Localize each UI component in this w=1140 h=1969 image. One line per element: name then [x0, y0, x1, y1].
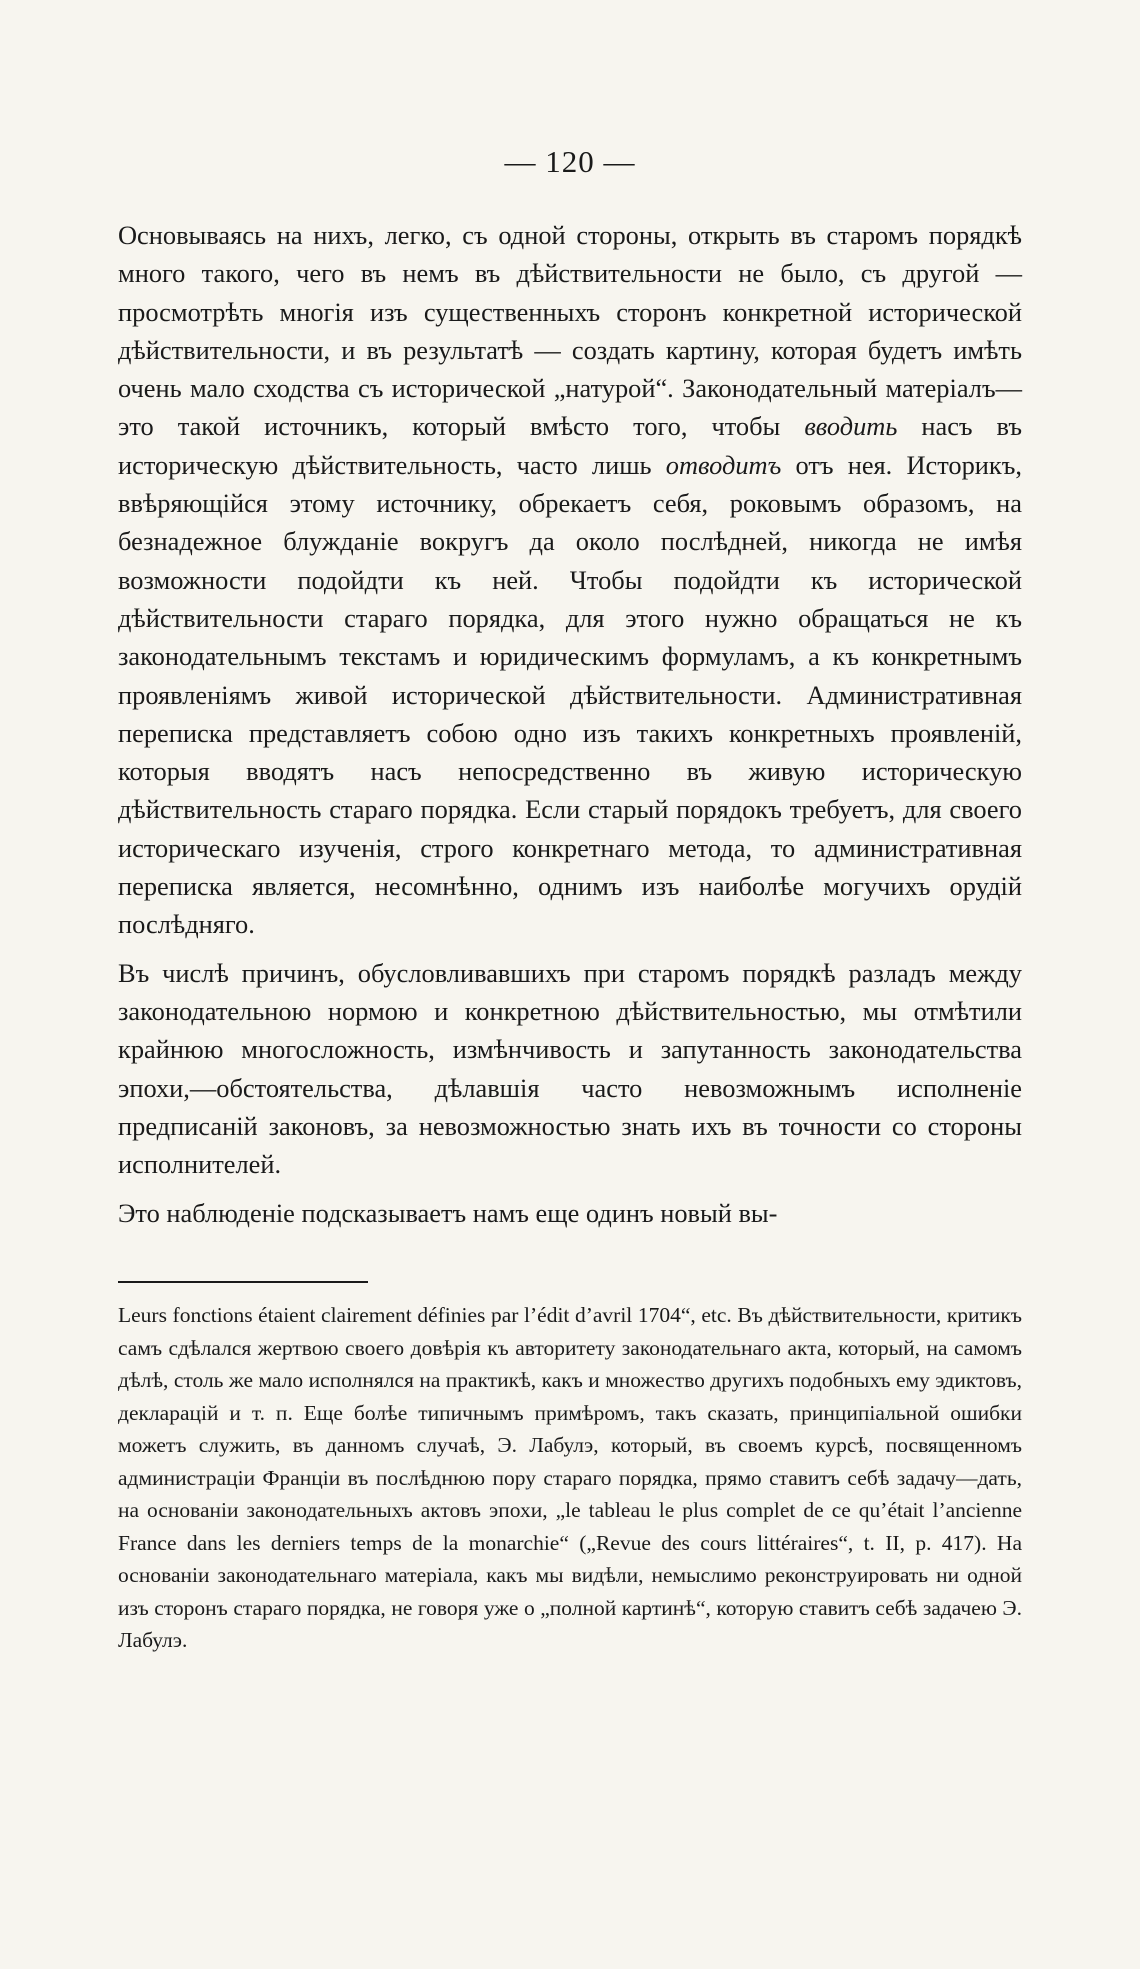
paragraph-3: Это наблюденіе подсказываетъ намъ еще одинъ новый вы-	[118, 1198, 778, 1229]
footnote	[118, 1299, 1022, 1657]
page-number: — 120 —	[504, 144, 636, 179]
paragraph-1	[118, 216, 1022, 944]
book-page	[118, 0, 1022, 1969]
paragraph-2: Въ числѣ причинъ, обусловливавшихъ при старомъ порядкѣ разладъ между законодательною нормою и конкретною дѣйствительностью, мы отмѣтили крайнюю многосложность, измѣнчивость и запутанность законодательства эпохи,—обстоятельства, дѣлавшія часто невозможнымъ исполненіе предписаній законовъ, за невозможностью знать ихъ въ точности со стороны исполнителей.	[118, 957, 1022, 1180]
footnote-text: Leurs fonctions étaient clairement définies par l’édit d’avril 1704“, etc. Въ дѣйствительности, критикъ самъ сдѣлался жертвою своего довѣрія къ авторитету законодательнаго акта, который, на самомъ дѣлѣ, столь же мало исполнялся на практикѣ, какъ и множество другихъ подобныхъ ему эдиктовъ, декларацій и т. п. Еще болѣе типичнымъ примѣромъ, такъ сказать, принципіальной ошибки можетъ служить, въ данномъ случаѣ, Э. Лабулэ, который, въ своемъ курсѣ, посвященномъ администраціи Франціи въ послѣднюю пору стараго порядка, прямо ставитъ себѣ задачу—дать, на основаніи законодательныхъ актовъ эпохи, „le tableau le plus complet de ce qu’était l’ancienne France dans les derniers temps de la monarchie“ („Revue des cours littéraires“, t. II, p. 417). На основаніи законодательнаго матеріала, какъ мы видѣли, немыслимо реконструировать ни одной изъ сторонъ стараго порядка, не говоря уже о „полной картинѣ“, которую ставитъ себѣ задачею Э. Лабулэ.	[118, 1303, 1022, 1652]
paragraph-1-part-1: Основываясь на нихъ, легко, съ одной стороны, открыть въ старомъ порядкѣ много такого, чего въ немъ въ дѣйствительности не было, съ другой — просмотрѣть многія изъ существенныхъ сторонъ конкретной исторической дѣйствительности, и въ результатѣ — создать картину, которая будетъ имѣть очень мало сходства съ исторической „натурой“. Законодательный матеріалъ—это такой источникъ, который вмѣсто того, чтобы	[118, 220, 1022, 442]
footnote-divider	[118, 1281, 368, 1283]
italic-word-otvodit: отводитъ	[665, 449, 782, 480]
main-text	[118, 216, 1022, 1233]
italic-word-vvodit: вводить	[804, 411, 898, 442]
paragraph-1-part-2: насъ въ историческую дѣйствительность, часто лишь	[118, 411, 1023, 480]
paragraph-1-part-3: отъ нея. Историкъ, ввѣряющійся этому источнику, обрекаетъ себя, роковымъ образомъ, на безнадежное блужданіе вокругъ да около послѣдней, никогда не имѣя возможности подойдти къ ней. Чтобы подойдти къ исторической дѣйствительности стараго порядка, для этого нужно обращаться не къ законодательнымъ текстамъ и юридическимъ формуламъ, а къ конкретнымъ проявленіямъ живой исторической дѣйствительности. Административная переписка представляетъ собою одно изъ такихъ конкретныхъ проявленій, которыя вводятъ насъ непосредственно въ живую историческую дѣйствительность стараго порядка. Если старый порядокъ требуетъ, для своего историческаго изученія, строго конкретнаго метода, то административная переписка является, несомнѣнно, однимъ изъ наиболѣе могучихъ орудій послѣдняго.	[118, 449, 1022, 940]
